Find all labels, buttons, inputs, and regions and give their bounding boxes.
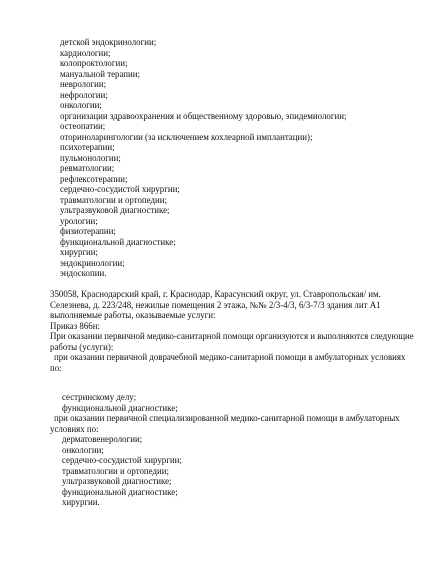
list-item: функциональной диагностике; xyxy=(62,486,178,497)
list-item: колопроктологии; xyxy=(60,58,128,68)
list-item: дерматовенерологии; xyxy=(62,434,143,444)
list-item: пульмонологии; xyxy=(60,152,121,163)
list-item: сестринскому делу; xyxy=(62,392,137,402)
address-line: выполняемые работы, оказываемые услуги: xyxy=(50,310,216,320)
list-item: физиотерапии; xyxy=(60,226,116,236)
list-item: хирургии. xyxy=(62,497,100,507)
list-item: мануальной терапии; xyxy=(60,68,141,79)
list-item: функциональной диагностике; xyxy=(62,402,178,413)
address-line: 350058, Краснодарский край, г. Краснодар, Карасунский округ, ул. Ставропольская/ им. xyxy=(50,289,381,299)
list-item: травматологии и ортопедии; xyxy=(62,465,169,476)
services-section-specialized xyxy=(50,392,400,508)
list-item: нефрологии; xyxy=(60,89,108,100)
list-item: ревматологии; xyxy=(60,163,115,173)
list-item: функциональной диагностике; xyxy=(60,236,176,247)
address-line: Селезнева, д. 223/248, нежилые помещения 2 этажа, №№ 2/3-4/3, 6/3-7/3 здания лит А1 xyxy=(50,299,381,310)
services-list-continued xyxy=(60,37,346,279)
prehospital-heading: при оказании первичной доврачебной медико-санитарной помощи в амбулаторных условиях xyxy=(54,352,406,362)
list-item: эндоскопии. xyxy=(60,268,107,278)
prehospital-heading: по: xyxy=(50,362,62,373)
list-item: оториноларингологии (за исключением кохлеарной имплантации); xyxy=(60,131,313,142)
specialized-heading: при оказании первичной специализированной медико-санитарной помощи в амбулаторных xyxy=(54,413,400,423)
intro-line: работы (услуги): xyxy=(50,341,114,352)
list-item: рефлексотерапии; xyxy=(60,173,128,184)
list-item: травматологии и ортопедии; xyxy=(60,194,167,205)
list-item: эндокринологии; xyxy=(60,257,125,268)
specialized-heading: условиях по: xyxy=(50,423,99,434)
list-item: онкологии; xyxy=(62,444,104,455)
list-item: хирургии; xyxy=(60,247,98,257)
list-item: ультразвуковой диагностике; xyxy=(60,205,170,215)
list-item: организации здравоохранения и общественному здоровью, эпидемиологии; xyxy=(60,110,347,121)
list-item: онкологии; xyxy=(60,100,102,110)
list-item: остеопатии; xyxy=(60,121,106,131)
address-section xyxy=(50,289,414,373)
order-label: Приказ 866н: xyxy=(50,320,100,331)
list-item: кардиологии; xyxy=(60,47,111,58)
list-item: ультразвуковой диагностике; xyxy=(62,476,172,486)
list-item: сердечно-сосудистой хирургии; xyxy=(60,184,180,194)
intro-line: При оказании первичной медико-санитарной помощи организуются и выполняются следующие xyxy=(50,331,414,341)
list-item: неврологии; xyxy=(60,79,107,89)
list-item: психотерапии; xyxy=(60,142,115,152)
list-item: детской эндокринологии; xyxy=(60,37,157,47)
list-item: урологии; xyxy=(60,215,98,226)
list-item: сердечно-сосудистой хирургии; xyxy=(62,455,182,465)
